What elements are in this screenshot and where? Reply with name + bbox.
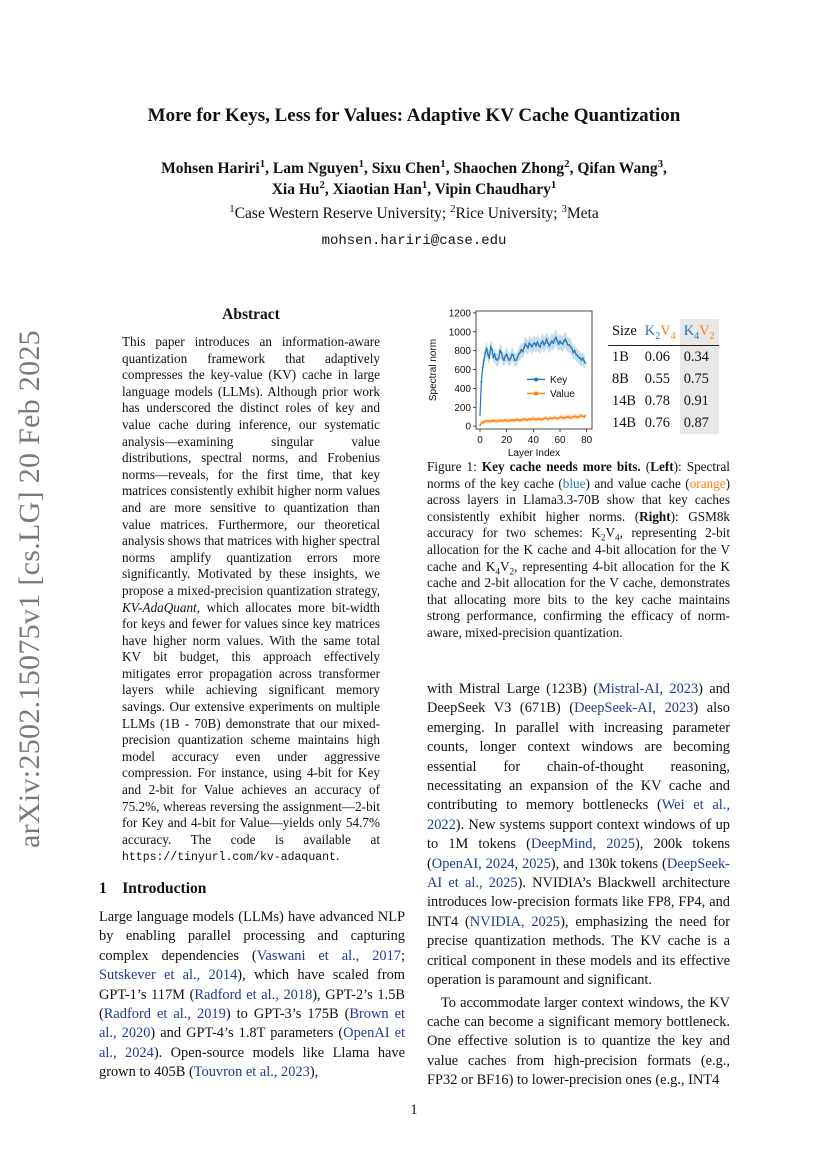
key-point [574, 350, 576, 352]
body-paragraph: To accommodate larger context windows, the KV cache can become a significant memory bottleneck. One effective solution is to quantize the key and value caches from high-precision formats (e.g., FP32 or BF16) to lower-precision ones (e.g., INT4 [427, 994, 730, 1089]
key-point [526, 345, 528, 347]
paper-title: More for Keys, Less for Values: Adaptive KV Cache Quantization [147, 105, 681, 126]
table-row [608, 368, 719, 390]
x-tick-label: 80 [581, 435, 593, 446]
caption-text: ) across layers in Llama3.3-70B show that key caches consistently exhibit higher norms. ( [427, 475, 730, 524]
key-point [498, 357, 500, 359]
y-tick-label: 1000 [448, 327, 471, 339]
key-point [570, 346, 572, 348]
value-legend-label: Value [550, 388, 575, 400]
abstract-text: This paper introduces an information-aware quantization framework that adaptively compresses the key-value (KV) cache in large language models (LLMs). Although prior work has underscored the distinct roles of key and value cache during inference, our systematic analysis—examining singular value distributions, spectral norms, and Frobenius norms—reveals, for the first time, that key matrices consistently exhibit higher norm values and are more sensitive to quantization than value matrices. Furthermore, our theoretical analysis shows that matrices with higher spectral norms amplify quantization errors more significantly. Motivated by these insights, we propose a mixed-precision quantization strategy, [122, 334, 380, 598]
table-row [608, 346, 719, 369]
abstract-heading: Abstract [222, 306, 280, 323]
caption-bold: Key cache needs more bits. [481, 459, 641, 474]
y-tick-label: 600 [454, 365, 471, 377]
key-point [550, 342, 552, 344]
v-bits: 2 [709, 330, 715, 342]
author-mark: 2 [564, 157, 570, 170]
gsm8k-accuracy-table [608, 319, 719, 434]
author-mark: 1 [440, 157, 446, 170]
key-point [552, 342, 554, 344]
key-point [584, 362, 586, 364]
key-point [482, 367, 484, 369]
key-point [484, 352, 486, 354]
figure-caption [427, 459, 730, 642]
citation-link[interactable]: DeepSeek-AI, 2023 [574, 700, 694, 717]
citation-link[interactable]: Mistral-AI, 2023 [598, 681, 699, 697]
key-point [562, 343, 564, 345]
v-letter: V [660, 322, 671, 339]
plot-frame [476, 311, 592, 429]
key-point [563, 340, 565, 342]
caption-bold: Left [650, 459, 674, 474]
intro-text: ) to GPT-3’s 175B ( [225, 1006, 350, 1023]
key-point [551, 340, 553, 342]
page-number: 1 [410, 1102, 418, 1118]
key-point [486, 348, 488, 350]
k-bits: 4 [694, 330, 700, 342]
key-point [490, 346, 492, 348]
abstract-body [122, 334, 380, 867]
citation-link[interactable]: NVIDIA, 2025 [469, 913, 561, 930]
table-header-k2v4 [641, 319, 680, 346]
key-point [539, 346, 541, 348]
author-mark: 2 [319, 178, 325, 191]
key-point [530, 344, 532, 346]
table-cell-k2v4: 0.76 [644, 414, 670, 431]
key-legend-label: Key [550, 374, 568, 386]
table-header-row [608, 319, 719, 346]
affiliation: Meta [566, 205, 599, 222]
value-point [584, 415, 586, 417]
key-point [580, 359, 582, 361]
key-point [515, 359, 517, 361]
caption-text: V [500, 558, 510, 574]
author: Xia Hu [271, 181, 320, 198]
citation-link[interactable]: Wei et al., 2022 [427, 797, 730, 833]
body-text: ) also emerging. In parallel with increasing parameter counts, longer context windows are becoming essential for chain-of-thought reasoning, necessitating an expansion of the KV cache and contributing to memory bottlenecks ( [427, 700, 730, 814]
key-point [576, 354, 578, 356]
key-point [538, 344, 540, 346]
intro-text: ; [400, 947, 405, 964]
citation-link[interactable]: Brown et al., 2020 [99, 1006, 405, 1042]
author-email[interactable]: mohsen.hariri@case.edu [321, 233, 507, 249]
intro-text: Large language models (LLMs) have advanced NLP by enabling parallel processing and capturing complex dependencies ( [99, 909, 405, 964]
body-text: with Mistral Large (123B) ( [427, 681, 598, 697]
key-point [502, 357, 504, 359]
y-tick-label: 0 [465, 421, 471, 433]
key-point [483, 359, 485, 361]
table-row [608, 412, 719, 434]
author-mark: 1 [259, 157, 266, 170]
section-number: 1 [99, 880, 107, 897]
key-point [491, 349, 493, 351]
caption-text: , representing 2-bit allocation for the K cache and 4-bit allocation for the V cache and K [427, 525, 730, 574]
caption-orange-word: orange [689, 475, 726, 491]
author-mark: 1 [358, 157, 365, 170]
intro-text: ), GPT-2’s 1.5B ( [99, 986, 405, 1023]
body-text: ), emphasizing the need for precise quantization methods. The KV cache is a critical component in these models and its effective operation is paramount and significant. [427, 913, 730, 989]
table-cell-size: 1B [612, 348, 629, 365]
k-letter: K [683, 322, 695, 339]
intro-text: ). Open-source models like Llama have grown to 405B ( [99, 1044, 405, 1081]
table-cell-size: 8B [612, 370, 629, 387]
key-point [540, 342, 542, 344]
value-point [479, 424, 481, 426]
citation-link[interactable]: OpenAI, 2024 [431, 855, 515, 872]
key-point [534, 342, 536, 344]
key-band [480, 329, 585, 417]
table-cell-k4v2: 0.87 [680, 412, 719, 434]
key-point [516, 357, 518, 359]
author-mark: 3 [657, 157, 663, 170]
key-point [536, 341, 538, 343]
value-legend-marker [534, 391, 538, 395]
key-point [566, 341, 568, 343]
table-cell-k2v4: 0.06 [644, 348, 670, 365]
key-legend-marker [534, 377, 538, 381]
author: Shaochen Zhong [453, 160, 565, 177]
key-point [558, 343, 560, 345]
key-point [506, 354, 508, 356]
key-point [542, 340, 544, 342]
citation-link[interactable]: DeepSeek-AI et al., 2025 [427, 855, 730, 892]
citation-link[interactable]: Vaswani et al., 2017 [256, 947, 401, 964]
affiliation: Case Western Reserve University; [234, 205, 451, 222]
key-point [487, 354, 489, 356]
key-point [504, 355, 506, 357]
author: Qifan Wang [577, 160, 658, 177]
key-point [510, 357, 512, 359]
body-paragraph [427, 680, 730, 991]
key-point [518, 354, 520, 356]
table-row [608, 390, 719, 412]
caption-sub: 4 [615, 533, 620, 544]
key-point [543, 344, 545, 346]
y-axis-label: Spectral norm [428, 338, 439, 402]
key-point [500, 352, 502, 354]
key-point [520, 349, 522, 351]
section-title: Introduction [122, 880, 207, 897]
body-text: ), and 130k tokens ( [550, 855, 667, 872]
key-point [523, 347, 525, 349]
affil-mark: 3 [561, 202, 567, 215]
table-cell-k2v4: 0.78 [644, 392, 670, 409]
key-point [547, 342, 549, 344]
key-point [499, 350, 501, 352]
caption-sub: 2 [600, 533, 606, 544]
section-heading [99, 880, 409, 898]
caption-text: V [605, 525, 615, 541]
key-point [556, 340, 558, 342]
key-point [535, 345, 537, 347]
x-axis-label: Layer Index [507, 448, 561, 459]
key-point [572, 352, 574, 354]
key-point [582, 357, 584, 359]
author: Vipin Chaudhary [434, 181, 551, 198]
author-mark: 1 [550, 178, 557, 191]
y-tick-label: 400 [454, 383, 471, 395]
key-point [488, 357, 490, 359]
key-point [568, 344, 570, 346]
caption-text: Figure 1: [427, 459, 482, 474]
key-point [528, 342, 530, 344]
caption-sub: 2 [509, 566, 515, 577]
right-column-body [427, 680, 730, 1091]
body-text: , [514, 855, 522, 872]
arxiv-stamp: arXiv:2502.15075v1 [cs.LG] 20 Feb 2025 [13, 330, 46, 849]
key-point [548, 345, 550, 347]
intro-paragraph [99, 908, 405, 1083]
key-point [519, 352, 521, 354]
key-point [559, 340, 561, 342]
author: Mohsen Hariri [161, 160, 260, 177]
citation-link[interactable]: Radford et al., 2018 [194, 986, 313, 1003]
x-tick-label: 40 [527, 435, 539, 446]
caption-text: ): GSM8k accuracy for two schemes: K [427, 508, 731, 541]
key-point [571, 348, 573, 350]
citation-link[interactable]: Touvron et al., 2023 [193, 1064, 310, 1081]
author: Sixu Chen [371, 160, 441, 177]
caption-text: ): Spectral norms of the key cache ( [427, 459, 730, 491]
citation-link[interactable]: OpenAI et al., 2024 [99, 1025, 405, 1061]
key-point [554, 338, 556, 340]
caption-bold: Right [639, 508, 671, 524]
body-text: ). New systems support context windows of up to 1M tokens ( [427, 816, 730, 853]
author-mark: 1 [421, 178, 428, 191]
key-point [522, 351, 524, 353]
y-tick-label: 800 [454, 346, 471, 358]
citation-link[interactable]: Sutskever et al., 2014 [99, 967, 238, 984]
x-tick-label: 60 [554, 435, 566, 446]
affiliation: Rice University; [455, 205, 562, 222]
intro-text: ) and GPT-4’s 1.8T parameters ( [150, 1025, 344, 1042]
method-name: KV-AdaQuant [122, 599, 197, 615]
body-text: ), 200k tokens ( [427, 836, 730, 872]
table-header-k4v2 [680, 319, 719, 346]
author: Xiaotian Han [332, 181, 422, 198]
key-point [564, 338, 566, 340]
code-link[interactable]: https://tinyurl.com/kv-adaquant [122, 851, 336, 865]
caption-sub: 4 [495, 566, 501, 577]
caption-text: ( [640, 459, 651, 474]
x-tick-label: 0 [477, 435, 483, 446]
table-cell-k4v2: 0.91 [680, 390, 719, 412]
citation-link[interactable]: DeepMind, 2025 [530, 836, 635, 853]
x-tick-label: 20 [501, 435, 513, 446]
k-bits: 2 [655, 330, 661, 342]
key-point [546, 338, 548, 340]
affiliations [60, 202, 768, 223]
v-letter: V [699, 322, 710, 339]
table-cell-k4v2: 0.34 [680, 346, 719, 369]
table-cell-size: 14B [612, 414, 636, 431]
key-point [492, 356, 494, 358]
table-cell-size: 14B [612, 392, 636, 409]
body-text: ). NVIDIA’s Blackwell architecture introduces low-precision formats like FP8, FP4, and INT4 ( [427, 875, 730, 930]
key-point [507, 357, 509, 359]
key-point [579, 357, 581, 359]
author: Lam Nguyen [272, 160, 359, 177]
intro-text: ), which have scaled from GPT-1’s 117M ( [99, 967, 406, 1003]
table-cell-k4v2: 0.75 [680, 368, 719, 390]
table-header-size: Size [608, 319, 641, 346]
key-point [508, 359, 510, 361]
key-point [544, 342, 546, 344]
author-list: Mohsen Hariri$^1$, Lam Nguyen$^1$, Sixu Chen$^1$, Shaochen Zhong$^2$, Qifan Wang$^3$, Xia Hu$^2$, Xiaotian Han$^1$, Vipin Chaudhary$^1$ [161, 157, 667, 198]
k-letter: K [644, 322, 656, 339]
table-cell-k2v4: 0.55 [644, 370, 670, 387]
intro-text: ), [309, 1064, 319, 1081]
v-bits: 4 [670, 330, 676, 342]
affil-mark: 2 [450, 202, 456, 215]
key-point [524, 343, 526, 345]
y-tick-label: 1200 [448, 308, 471, 320]
y-tick-label: 200 [454, 402, 471, 414]
key-point [494, 354, 496, 356]
key-point [480, 381, 482, 383]
abstract-text: . [335, 848, 340, 864]
body-text: ) and DeepSeek V3 (671B) ( [427, 681, 730, 717]
key-point [512, 354, 514, 356]
key-point [527, 347, 529, 349]
key-point [503, 359, 505, 361]
caption-text: , representing 4-bit allocation for the K cache and 2-bit allocation for the V cache, demonstrates that allocating more bits to the key cache maintains strong performance, confirming the efficacy of norm-aware, mixed-precision quantization. [427, 558, 730, 640]
spectral-norm-chart [424, 303, 604, 459]
citation-link[interactable]: 2025 [522, 855, 551, 872]
caption-text: ) and value cache ( [585, 475, 690, 491]
key-point [531, 346, 533, 348]
key-point [583, 360, 585, 362]
abstract-text: , which allocates more bit-width for keys and fewer for values since key matrices have higher norm values. With the same total KV bit budget, this approach effectively mitigates error propagation across transformer layers while achieving significant memory savings. Our extensive experiments on multiple LLMs (1B - 70B) demonstrate that our mixed-precision quantization scheme maintains high model accuracy even under aggressive compression. For instance, using 4-bit for Key and 2-bit for Value achieves an accuracy of 75.2%, whereas reversing the assignment—2-bit for Key and 4-bit for Value—yields only 54.7% accuracy. The code is available at [122, 599, 380, 847]
citation-link[interactable]: Radford et al., 2019 [103, 1006, 226, 1023]
caption-blue-word: blue [562, 475, 586, 491]
key-point [496, 359, 498, 361]
key-point [555, 337, 557, 339]
affil-mark: 1 [229, 202, 235, 215]
key-point [479, 414, 481, 416]
